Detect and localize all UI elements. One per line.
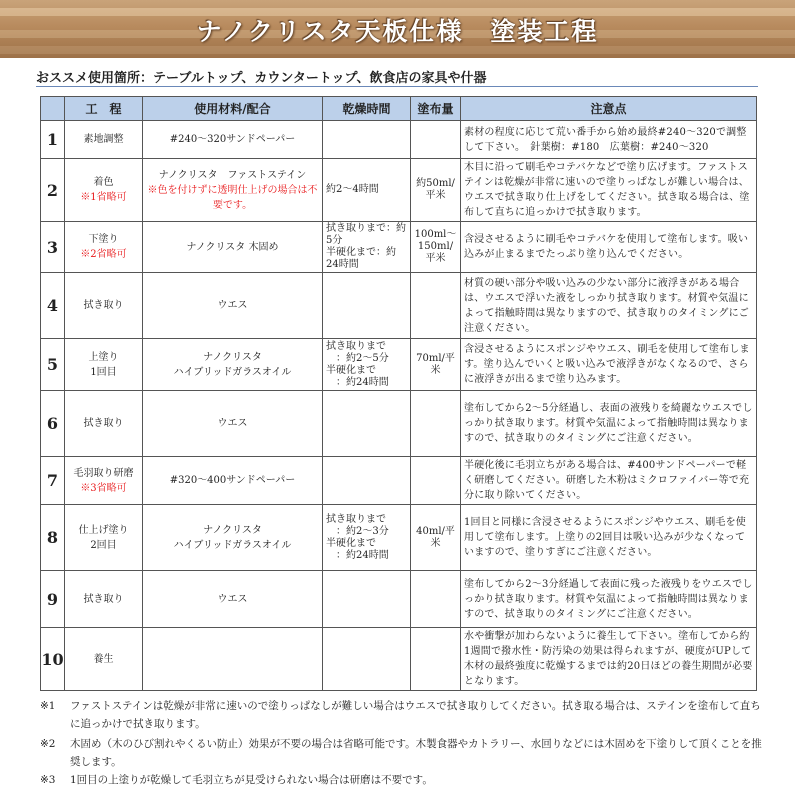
step-name: 仕上げ塗り [78,524,129,536]
dry-time: 拭き取りまで：約5分 半硬化まで：約24時間 [326,223,406,270]
footnote-text: 木固め（木のひび割れやくるい防止）効果が不要の場合は省略可能です。木製食器やカトラリー、水回りなどには木固めを下塗りして頂くことを推奨します。 [70,738,762,768]
material-name: #320〜400サンドペーパー [169,475,296,486]
step-name: 拭き取り [83,418,124,429]
dry-time-cell [323,391,411,457]
step-note: 1回目 [90,366,117,378]
material-name: ナノクリスタ [203,351,262,363]
step-number: 1 [41,121,65,159]
amount: 40ml/平米 [416,525,455,549]
notes-cell [461,222,757,273]
header-banner [0,0,795,58]
footnote-mark: ※3 [40,774,56,786]
notes: 塗布してから2〜3分経過して表面に残った液残りをウエスでしっかり拭き取ります。材質や気温によって指触時間は異なりますので、拭き取りのタイミングにご注意ください。 [464,578,753,620]
notes-cell [461,339,757,391]
step-name-cell [65,571,143,628]
material-name: ウエス [217,418,248,429]
table-row [41,273,757,339]
table-row [41,159,757,222]
step-name-cell [65,273,143,339]
step-number: 10 [41,628,65,691]
table-row [41,457,757,505]
table-row [41,571,757,628]
material-name: ナノクリスタ ファストステイン [158,169,307,181]
amount-cell [411,339,461,391]
material-name: ナノクリスタ [203,524,262,536]
step-number: 3 [41,222,65,273]
step-note: ※2省略可 [80,249,127,260]
step-number: 2 [41,159,65,222]
notes: 含浸させるように刷毛やコテバケを使用して塗布します。吸い込みが止まるまでたっぷり塗り込んでください。 [464,234,749,260]
material-cell [143,457,323,505]
footnote-text: ファストステインは乾燥が非常に速いので塗りっぱなしが難しい場合はウエスで拭き取りしてください。拭き取る場合は、ステインを塗布して直ちに追っかけで拭き取ります。 [70,700,761,730]
step-name-cell [65,339,143,391]
notes-cell [461,457,757,505]
step-name: 上塗り [88,351,119,363]
amount: 70ml/平米 [416,352,455,376]
notes: 材質の硬い部分や吸い込みの少ない部分に液浮きがある場合は、ウエスで浮いた液をしっかり拭き取ります。材質や気温によって指触時間は異なりますので、拭き取りのタイミングにご注意ください。 [464,277,749,334]
table-row [41,391,757,457]
table-row [41,339,757,391]
header-amount: 塗布量 [411,97,461,121]
dry-time: 拭き取りまで ：約2〜5分 半硬化まで ：約24時間 [326,340,389,388]
material-cell [143,391,323,457]
step-name: 素地調整 [83,134,124,145]
material-cell [143,159,323,222]
table-row [41,628,757,691]
material-cell [143,273,323,339]
step-number: 7 [41,457,65,505]
table-row [41,121,757,159]
dry-time: 拭き取りまで ：約2〜3分 半硬化まで ：約24時間 [326,513,389,561]
header-notes: 注意点 [461,97,757,121]
step-number: 4 [41,273,65,339]
step-name-cell [65,391,143,457]
material-note: ハイブリッドガラスオイル [173,366,292,378]
amount-cell [411,628,461,691]
step-number: 6 [41,391,65,457]
footnote-mark: ※2 [40,738,56,750]
notes-cell [461,391,757,457]
step-note: ※3省略可 [80,482,127,494]
dry-time-cell [323,121,411,159]
footnote [40,697,770,733]
header-step: 工 程 [65,97,143,121]
footnote [40,735,770,771]
material-cell [143,121,323,159]
step-number: 8 [41,505,65,571]
step-name: 毛羽取り研磨 [73,467,134,479]
step-name: 拭き取り [83,593,124,605]
notes: 1回目と同様に含浸させるようにスポンジやウエス、刷毛を使用して塗布します。上塗りの2回目は吸い込みが少なくなっていますので、塗りすぎにご注意ください。 [464,517,747,558]
step-name: 着色 [93,177,114,188]
amount: 約50ml/平米 [416,178,455,201]
table-header-row [41,97,757,121]
material-name: ナノクリスタ 木固め [186,241,279,253]
header-dry-time: 乾燥時間 [323,97,411,121]
step-name-cell [65,457,143,505]
notes: 木目に沿って刷毛やコテバケなどで塗り広げます。ファストステインは乾燥が非常に速いので塗りっぱなしが難しい場合は、ウエスで拭き取り仕上げをしてください。拭き取る場合は、塗布して直ちに追っかけで拭き取ります。 [464,162,750,218]
material-name: ウエス [217,300,248,311]
notes-cell [461,159,757,222]
step-name: 養生 [93,653,114,665]
notes: 素材の程度に応じて荒い番手から始め最終#240〜320で調整して下さい。 針葉樹：#180 広葉樹：#240〜320 [464,126,747,153]
dry-time-cell [323,222,411,273]
step-name: 下塗り [88,234,119,245]
header-num [41,97,65,121]
material-cell [143,505,323,571]
step-number: 5 [41,339,65,391]
page-title: ナノクリスタ天板仕様 塗装工程 [196,17,599,46]
material-note: ハイブリッドガラスオイル [173,539,292,551]
step-name-cell [65,121,143,159]
dry-time-cell [323,628,411,691]
notes: 水や衝撃が加わらないように養生して下さい。塗布してから約1週間で撥水性・防汚染の効果は得られますが、硬度がUPして木材の最終強度に乾燥するまでは約20日ほどの養生期間が必要となります。 [464,631,753,687]
amount: 100ml〜150ml/平米 [414,229,457,264]
amount-cell [411,457,461,505]
step-name: 拭き取り [83,300,124,311]
notes-cell [461,628,757,691]
amount-cell [411,391,461,457]
footnote-mark: ※1 [40,700,56,712]
process-table [40,96,757,691]
dry-time-cell [323,339,411,391]
step-name-cell [65,159,143,222]
material-name: ウエス [217,593,248,605]
notes-cell [461,121,757,159]
step-note: ※1省略可 [80,192,127,203]
material-cell [143,339,323,391]
material-cell [143,222,323,273]
notes-cell [461,273,757,339]
material-name: #240〜320サンドペーパー [169,134,296,145]
table-row [41,505,757,571]
notes: 塗布してから2〜5分経過し、表面の液残りを綺麗なウエスでしっかり拭き取ります。材質や気温によって指触時間は異なりますので、拭き取りのタイミングにご注意ください。 [464,403,753,444]
step-note: 2回目 [90,539,117,551]
material-cell [143,571,323,628]
usage-subtitle: おススメ使用箇所：テーブルトップ、カウンタートップ、飲食店の家具や什器 [36,71,487,86]
material-cell [143,628,323,691]
table-row [41,222,757,273]
footnote-text: 1回目の上塗りが乾燥して毛羽立ちが見受けられない場合は研磨は不要です。 [70,774,433,786]
dry-time: 約2〜4時間 [326,184,379,195]
notes: 含浸させるようにスポンジやウエス、刷毛を使用して塗布します。塗り込んでいくと吸い込みで液浮きがなくなるので、さらに液浮きが出るまで塗り込みます。 [464,344,750,385]
amount-cell [411,121,461,159]
dry-time-cell [323,505,411,571]
subtitle-divider [36,86,758,87]
step-name-cell [65,505,143,571]
notes: 半硬化後に毛羽立ちがある場合は、#400サンドペーパーで軽く研磨してください。研磨した木粉はミクロファイバー等で充分に取り除いてください。 [464,460,750,501]
material-note: ※色を付けずに透明仕上げの場合は不要です。 [147,184,318,211]
amount-cell [411,159,461,222]
step-number: 9 [41,571,65,628]
step-name-cell [65,222,143,273]
dry-time-cell [323,159,411,222]
amount-cell [411,273,461,339]
header-material: 使用材料/配合 [143,97,323,121]
amount-cell [411,571,461,628]
amount-cell [411,505,461,571]
amount-cell [411,222,461,273]
dry-time-cell [323,457,411,505]
notes-cell [461,505,757,571]
notes-cell [461,571,757,628]
step-name-cell [65,628,143,691]
dry-time-cell [323,571,411,628]
dry-time-cell [323,273,411,339]
footnote [40,771,770,789]
